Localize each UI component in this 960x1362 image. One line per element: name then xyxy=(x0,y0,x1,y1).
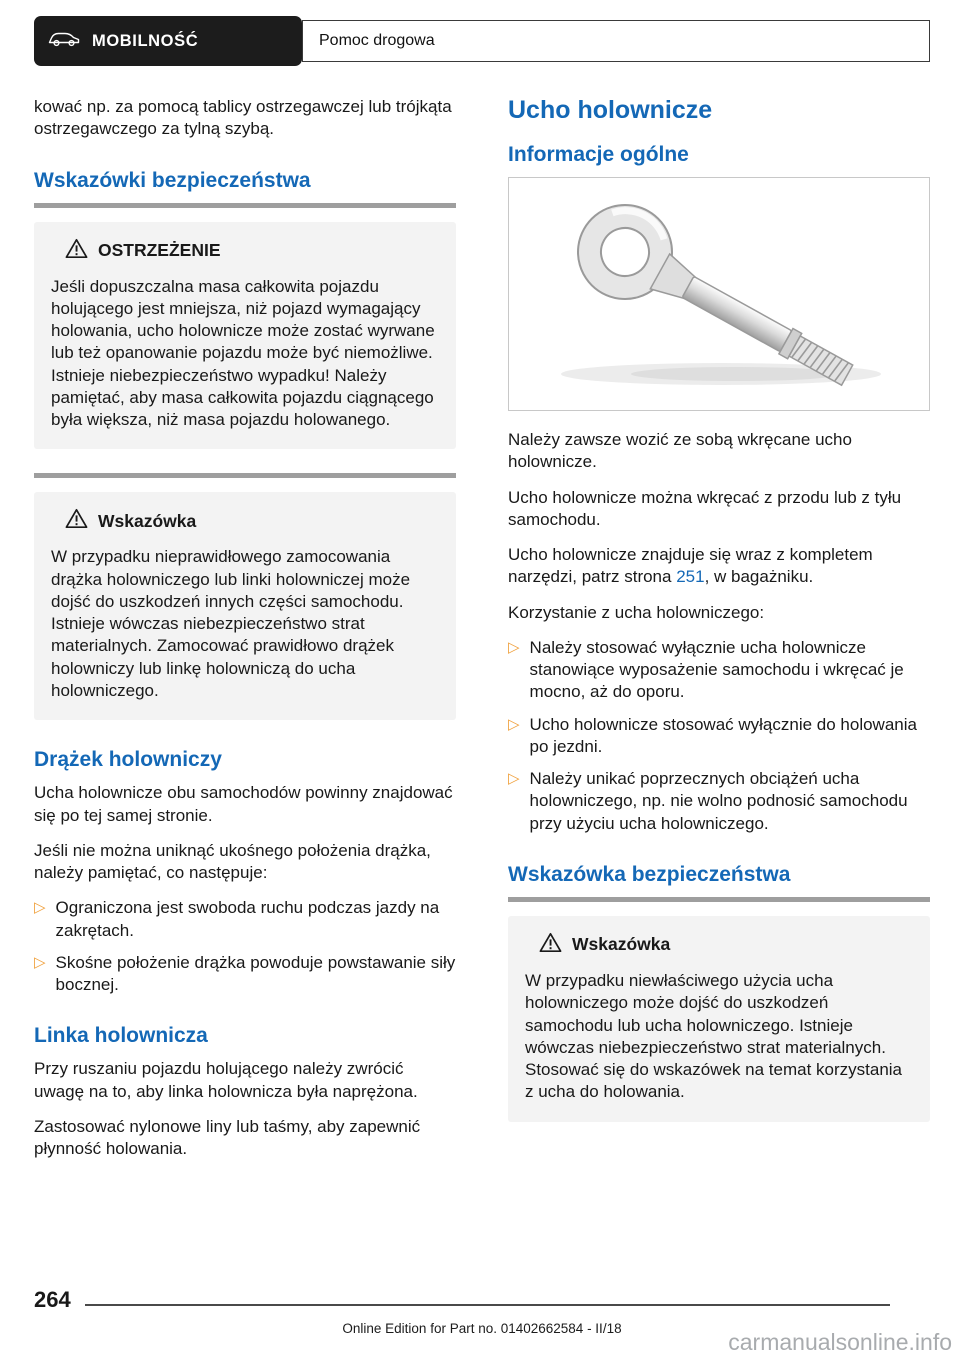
triangle-bullet-icon: ▷ xyxy=(34,899,46,917)
page-number: 264 xyxy=(34,1287,71,1312)
warning-box xyxy=(34,222,456,450)
right-column xyxy=(508,96,930,1173)
note-box-title: Wskazówka xyxy=(572,934,671,955)
note-box-attachment xyxy=(34,492,456,720)
heading-towbar: Drążek holowniczy xyxy=(34,748,222,772)
note-box-body: W przypadku niewłaściwego użycia ucha holowniczego może dojść do uszkodzeń samochodu lub ucha holowniczego. Istnieje wówczas niebezpieczeństwo strat materialnych. Stosować się do wskazówek na temat korzystania z ucha do holowania. xyxy=(525,970,903,1102)
note-box-rule xyxy=(34,473,456,478)
tow-hook-bullet-list xyxy=(508,637,930,835)
list-item xyxy=(34,952,456,997)
note-box-title: Wskazówka xyxy=(98,510,197,531)
list-item xyxy=(508,714,930,759)
list-item xyxy=(34,897,456,942)
heading-tow-fitting: Ucho holownicze xyxy=(508,96,713,124)
note-box-tow-hook xyxy=(508,916,930,1122)
note-box-title-row xyxy=(525,932,913,958)
footer-row xyxy=(34,1287,930,1313)
section-rule xyxy=(34,203,456,208)
watermark: carmanualsonline.info xyxy=(728,1329,952,1355)
section-rule xyxy=(508,897,930,902)
section-label: MOBILNOŚĆ xyxy=(92,31,199,50)
heading-towrope: Linka holownicza xyxy=(34,1024,208,1048)
bullet-text: Ucho holownicze stosować wyłącznie do holowania po jezdni. xyxy=(529,714,917,756)
towbar-paragraph-1: Ucha holownicze obu samochodów powinny znajdować się po tej samej stronie. xyxy=(34,783,453,825)
page-link-251[interactable]: 251 xyxy=(676,567,705,587)
two-column-body xyxy=(34,96,930,1173)
triangle-bullet-icon: ▷ xyxy=(508,770,520,788)
triangle-bullet-icon: ▷ xyxy=(508,715,520,733)
page-header xyxy=(34,16,930,66)
warning-triangle-icon xyxy=(65,508,88,534)
bullet-text: Należy unikać poprzecznych obciążeń ucha holowniczego, np. nie wolno podnosić samochodu przy użyciu ucha holowniczego. xyxy=(529,769,908,833)
chapter-title-box xyxy=(302,20,930,62)
footer-rule xyxy=(85,1304,890,1306)
note-box-body: W przypadku nieprawidłowego zamocowania drążka holowniczego lub linki holowniczej może dojść do uszkodzeń innych części samochodu. Istnieje wówczas niebezpieczeństwo strat materialnych. Zamocować prawidłowo drążek holowniczy lub linkę holowniczą do ucha holowniczego. xyxy=(51,547,411,700)
warning-box-title-row xyxy=(51,238,439,264)
bullet-text: Należy stosować wyłącznie ucha holownicze stanowiące wyposażenie samochodu i wkręcać je mocno, aż do oporu. xyxy=(529,637,904,702)
towrope-paragraph-1: Przy ruszaniu pojazdu holującego należy zwrócić uwagę na to, aby linka holownicza była naprężona. xyxy=(34,1059,418,1101)
triangle-bullet-icon: ▷ xyxy=(34,953,46,971)
list-item xyxy=(508,768,930,835)
usage-intro-paragraph: Korzystanie z ucha holowniczego: xyxy=(508,602,765,622)
edition-text: Online Edition for Part no. 01402662584 - II/18 xyxy=(342,1321,622,1336)
tow-hook-image xyxy=(508,177,930,411)
tools-location-paragraph xyxy=(508,544,930,589)
bullet-text: Ograniczona jest swoboda ruchu podczas jazdy na zakrętach. xyxy=(55,898,440,940)
car-icon xyxy=(48,30,80,52)
warning-triangle-icon xyxy=(539,932,562,958)
towbar-paragraph-2: Jeśli nie można uniknąć ukośnego położenia drążka, należy pamiętać, co następuje: xyxy=(34,840,431,883)
heading-safety-note: Wskazówka bezpieczeństwa xyxy=(508,862,791,886)
tow-hook-illustration xyxy=(521,190,917,398)
heading-general-info: Informacje ogólne xyxy=(508,143,689,166)
carry-hook-paragraph: Należy zawsze wozić ze sobą wkręcane ucho holownicze. xyxy=(508,430,852,472)
triangle-bullet-icon: ▷ xyxy=(508,638,520,656)
warning-box-body: Jeśli dopuszczalna masa całkowita pojazdu holującego jest mniejsza, niż pojazd wymagający holowania, ucho holownicze może zostać wyrwane lub też opanowanie pojazdu może być niemożliwe. Istnieje niebezpieczeństwo wypadku! Należy pamiętać, aby masa całkowita pojazdu ciągnącego była większa, niż masa pojazdu holowanego. xyxy=(51,276,435,430)
warning-box-title: OSTRZEŻENIE xyxy=(98,240,221,261)
chapter-title: Pomoc drogowa xyxy=(319,32,435,49)
warning-triangle-icon xyxy=(65,238,88,264)
left-column xyxy=(34,96,456,1173)
text-before-link: Ucho holownicze znajduje się wraz z kompletem narzędzi, patrz strona xyxy=(508,545,873,587)
note-box-title-row xyxy=(51,508,439,534)
intro-paragraph: kować np. za pomocą tablicy ostrzegawczej lub trójkąta ostrzegawczego za tylną szybą. xyxy=(34,97,452,139)
bullet-text: Skośne położenie drążka powoduje powstawanie siły bocznej. xyxy=(55,952,456,995)
list-item xyxy=(508,637,930,704)
front-rear-paragraph: Ucho holownicze można wkręcać z przodu lub z tyłu samochodu. xyxy=(508,487,902,529)
text-after-link: , w bagażniku. xyxy=(704,567,814,587)
section-badge xyxy=(34,16,302,66)
towrope-paragraph-2: Zastosować nylonowe liny lub taśmy, aby zapewnić płynność holowania. xyxy=(34,1116,421,1159)
heading-safety-notes: Wskazówki bezpieczeństwa xyxy=(34,168,311,192)
towbar-bullet-list xyxy=(34,897,456,996)
